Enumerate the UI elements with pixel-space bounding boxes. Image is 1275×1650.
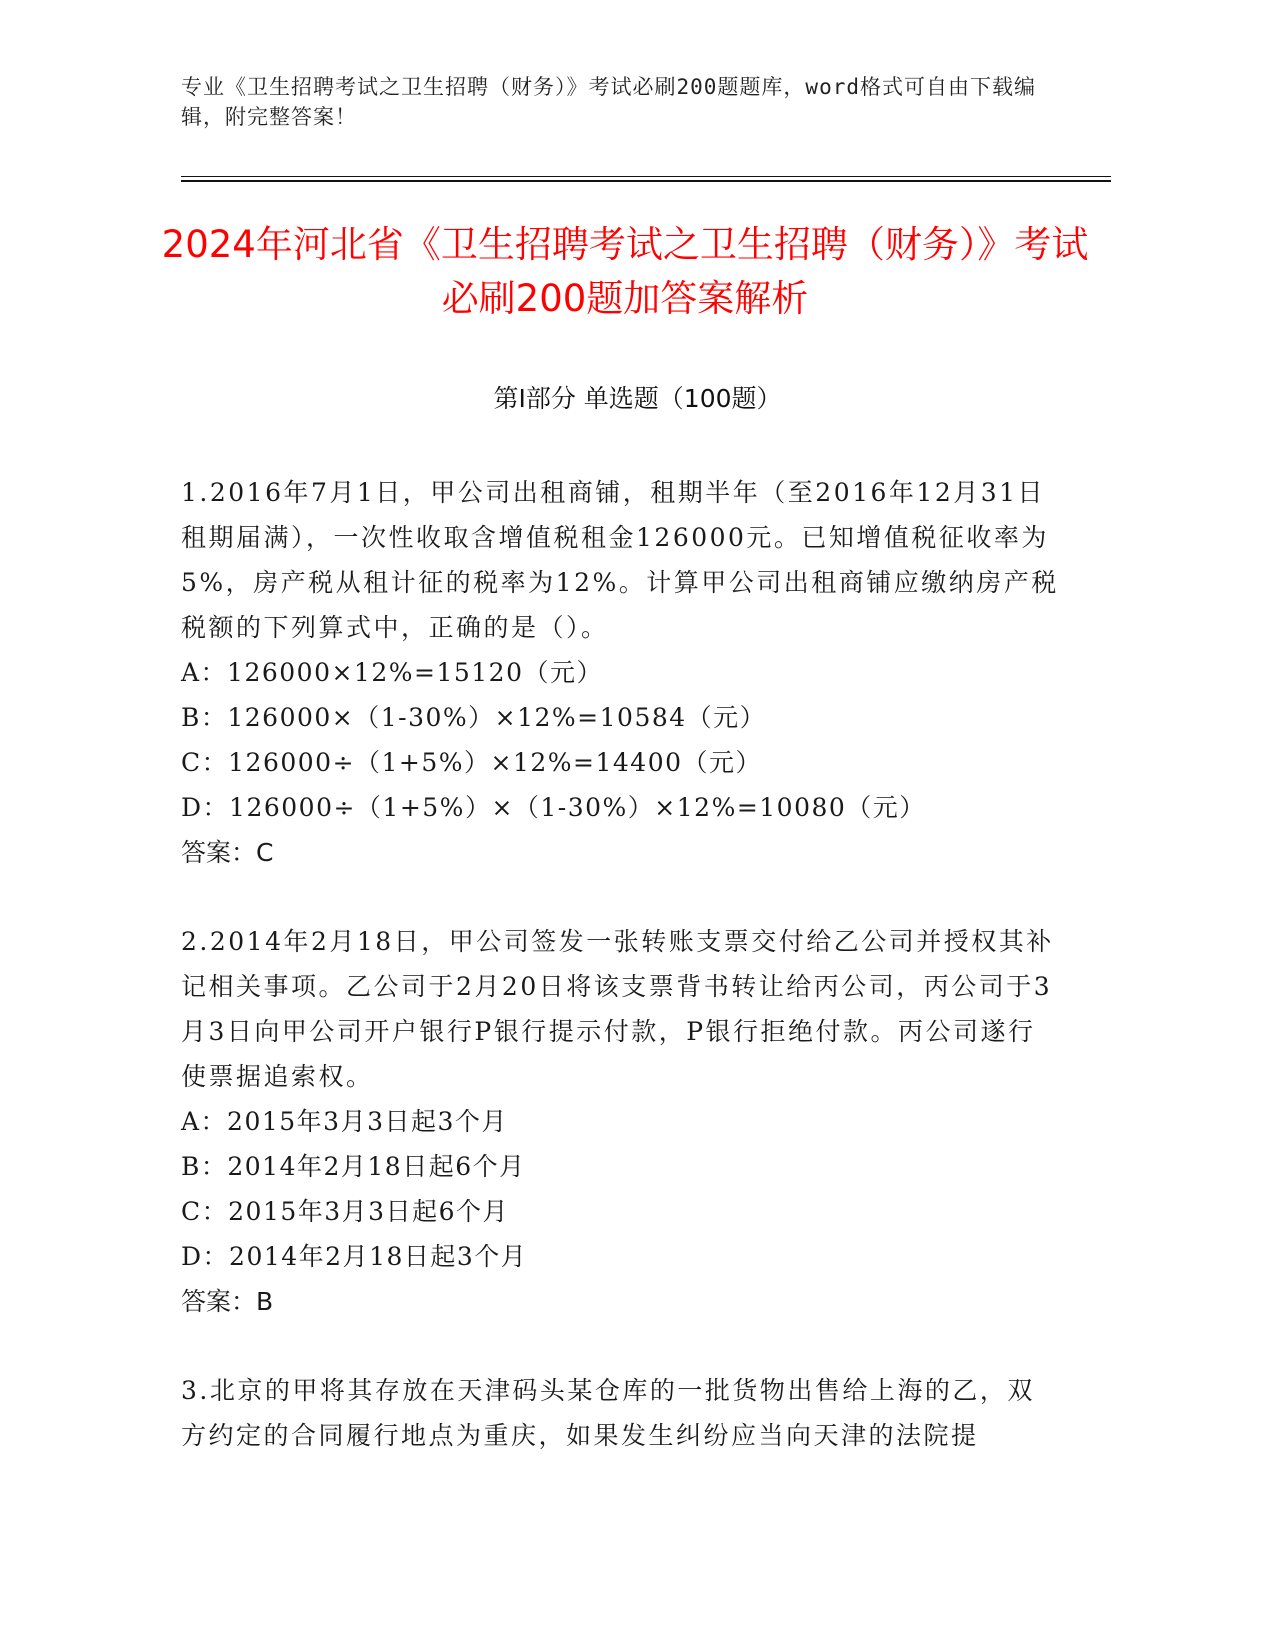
option-c: C：2015年3月3日起6个月 (181, 1197, 509, 1226)
option-c: C：126000÷（1+5%）×12%=14400（元） (181, 748, 763, 777)
question-list (181, 470, 1061, 1502)
option-a: A：126000×12%=15120（元） (181, 658, 603, 687)
option-d: D：126000÷（1+5%）×（1-30%）×12%=10080（元） (181, 793, 926, 822)
header-divider-thick (181, 180, 1111, 182)
document-title: 2024年河北省《卫生招聘考试之卫生招聘（财务）》考试必刷200题加答案解析 (161, 223, 1089, 320)
question-1 (181, 470, 1061, 875)
answer: 答案：B (181, 1287, 274, 1316)
question-3 (181, 1368, 1061, 1458)
option-b: B：126000×（1-30%）×12%=10584（元） (181, 703, 767, 732)
header-note: 专业《卫生招聘考试之卫生招聘（财务）》考试必刷200题题库，word格式可自由下载编辑，附完整答案！ (181, 75, 1036, 129)
option-b: B：2014年2月18日起6个月 (181, 1152, 526, 1181)
option-d: D：2014年2月18日起3个月 (181, 1242, 528, 1271)
header-divider-thin (181, 176, 1111, 177)
question-stem: 1.2016年7月1日，甲公司出租商铺，租期半年（至2016年12月31日租期届满），一次性收取含增值税租金126000元。已知增值税征收率为5%，房产税从租计征的税率为12%。计算甲公司出租商铺应缴纳房产税税额的下列算式中，正确的是（）。 (181, 478, 1059, 642)
question-stem: 3.北京的甲将其存放在天津码头某仓库的一批货物出售给上海的乙，双方约定的合同履行地点为重庆，如果发生纠纷应当向天津的法院提 (181, 1376, 1035, 1450)
answer: 答案：C (181, 838, 274, 867)
question-stem: 2.2014年2月18日，甲公司签发一张转账支票交付给乙公司并授权其补记相关事项。乙公司于2月20日将该支票背书转让给丙公司，丙公司于3月3日向甲公司开户银行P银行提示付款，P银行拒绝付款。丙公司遂行使票据追索权。 (181, 927, 1054, 1091)
section-heading: 第Ⅰ部分 单选题（100题） (493, 384, 782, 413)
question-2 (181, 919, 1061, 1324)
option-a: A：2015年3月3日起3个月 (181, 1107, 508, 1136)
